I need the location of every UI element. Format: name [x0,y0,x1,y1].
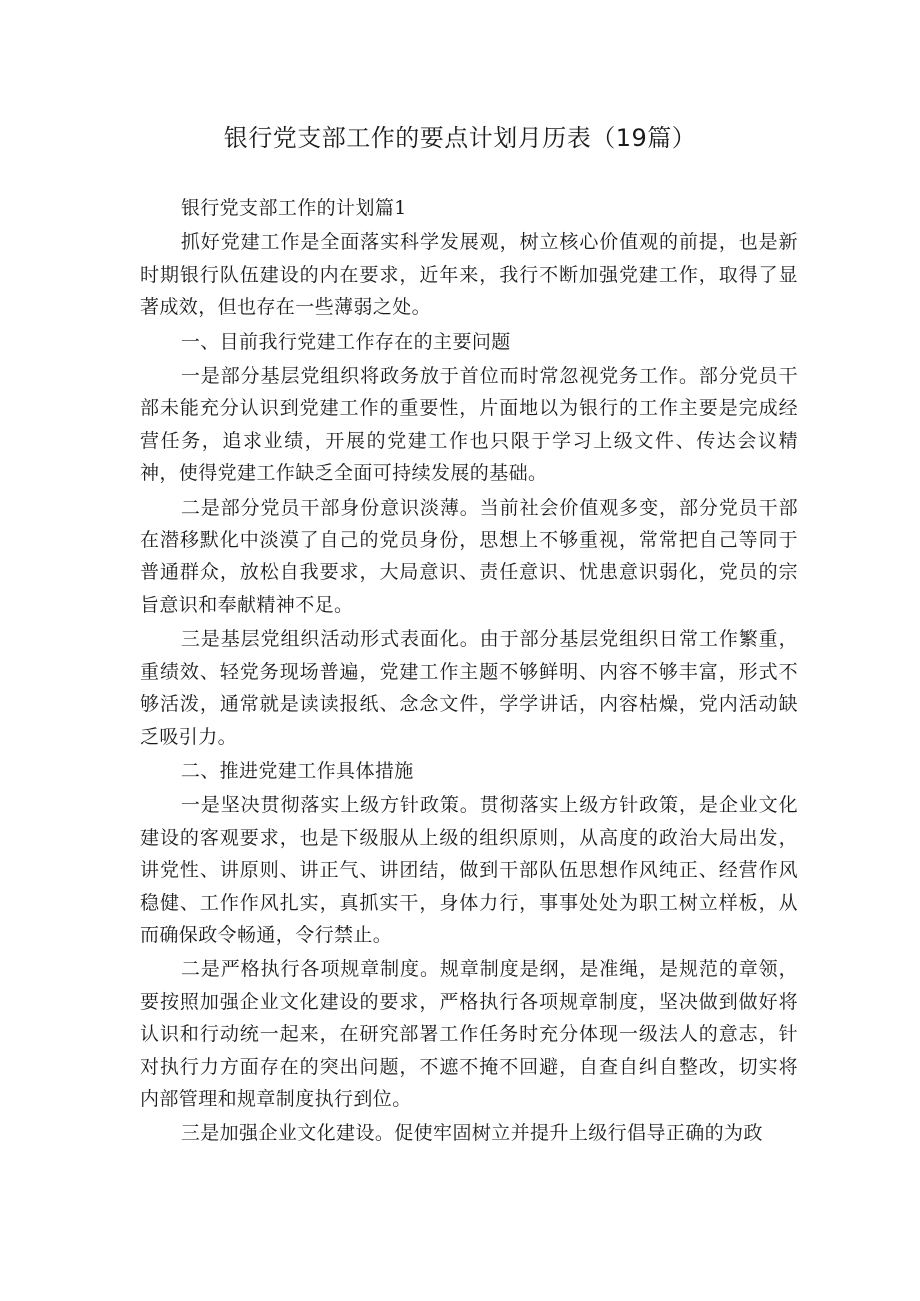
paragraph: 三是加强企业文化建设。促使牢固树立并提升上级行倡导正确的为政 [180,1122,763,1145]
section-heading: 银行党支部工作的计划篇1 [180,197,407,219]
paragraph: 一是部分基层党组织将政务放于首位而时常忽视党务工作。部分党员干部未能充分认识到党建工作的重要性，片面地以为银行的工作主要是完成经营任务，追求业绩，开展的党建工作也只限于学习上级文件、传达会议精神，使得党建工作缺乏全面可持续发展的基础。 [140,365,798,485]
section-heading: 一、目前我行党建工作存在的主要问题 [180,330,511,353]
document-title: 银行党支部工作的要点计划月历表（19篇） [223,124,697,152]
paragraph: 一是坚决贯彻落实上级方针政策。贯彻落实上级方针政策，是企业文化建设的客观要求，也是下级服从上级的组织原则，从高度的政治大局出发，讲党性、讲原则、讲正气、讲团结，做到干部队伍思想作风纯正、经营作风稳健、工作作风扎实，真抓实干，身体力行，事事处处为职工树立样板，从而确保政令畅通，令行禁止。 [140,794,798,946]
paragraph: 抓好党建工作是全面落实科学发展观，树立核心价值观的前提，也是新时期银行队伍建设的内在要求，近年来，我行不断加强党建工作，取得了显著成效，但也存在一些薄弱之处。 [140,231,798,319]
paragraph: 三是基层党组织活动形式表面化。由于部分基层党组织日常工作繁重，重绩效、轻党务现场普遍，党建工作主题不够鲜明、内容不够丰富，形式不够活泼，通常就是读读报纸、念念文件，学学讲话，内容枯燥，党内活动缺乏吸引力。 [140,628,798,748]
paragraph: 二是部分党员干部身份意识淡薄。当前社会价值观多变，部分党员干部在潜移默化中淡漠了自己的党员身份，思想上不够重视，常常把自己等同于普通群众，放松自我要求，大局意识、责任意识、忧患意识弱化，党员的宗旨意识和奉献精神不足。 [140,496,798,616]
paragraph: 二是严格执行各项规章制度。规章制度是纲，是准绳，是规范的章领，要按照加强企业文化建设的要求，严格执行各项规章制度，坚决做到做好将认识和行动统一起来，在研究部署工作任务时充分体现一级法人的意志，针对执行力方面存在的突出问题，不遮不掩不回避，自查自纠自整改，切实将内部管理和规章制度执行到位。 [140,958,798,1110]
section-heading: 二、推进党建工作具体措施 [180,759,414,782]
document-body [140,192,798,1152]
